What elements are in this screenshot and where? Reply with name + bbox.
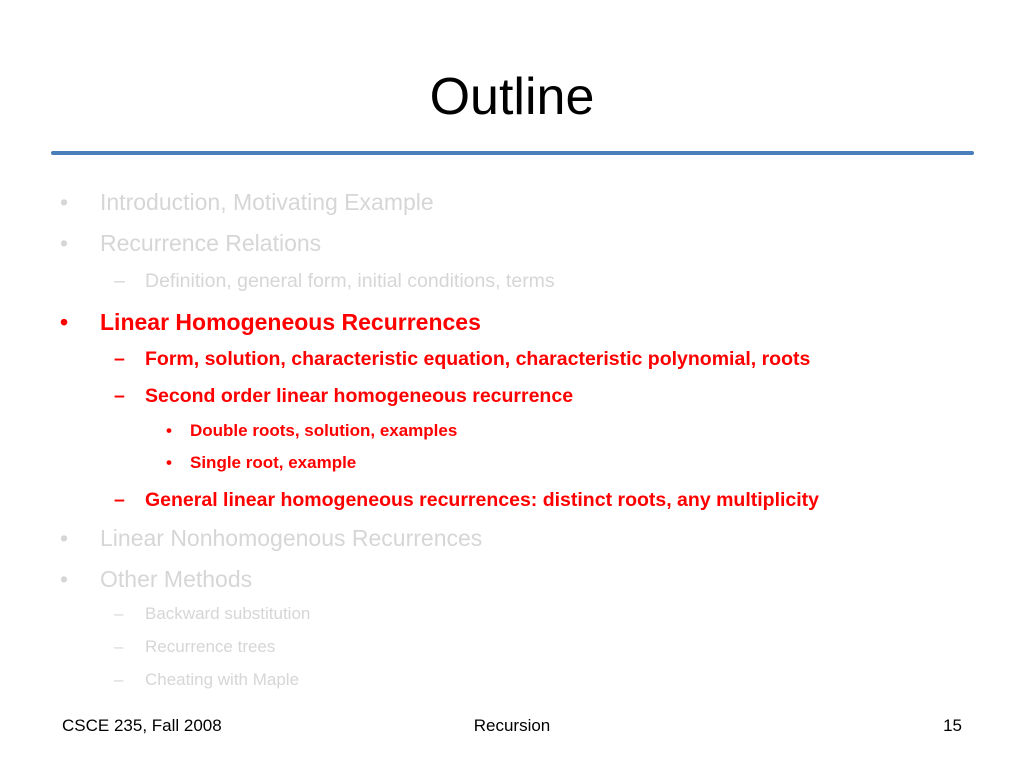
outline-subitem-text: General linear homogeneous recurrences: distinct roots, any multiplicity xyxy=(145,489,820,511)
dash-marker: – xyxy=(114,637,124,656)
outline-item-text: Introduction, Motivating Example xyxy=(100,189,434,215)
dash-marker: – xyxy=(114,670,124,689)
outline-subitem-text: Cheating with Maple xyxy=(145,670,300,689)
footer-course: CSCE 235, Fall 2008 xyxy=(62,716,222,735)
slide-number: 15 xyxy=(943,716,962,735)
dash-marker: – xyxy=(114,489,125,511)
footer-topic: Recursion xyxy=(473,716,551,735)
outline-subsubitem-text: Single root, example xyxy=(190,453,357,472)
bullet-marker: • xyxy=(60,309,69,335)
bullet-marker: • xyxy=(60,230,69,256)
bullet-marker: • xyxy=(60,566,69,592)
outline-item-text: Recurrence Relations xyxy=(100,230,322,256)
bullet-marker: • xyxy=(60,525,69,551)
bullet-marker: • xyxy=(166,421,172,440)
outline-item-text: Other Methods xyxy=(100,566,253,592)
slide-title: Outline xyxy=(429,68,595,126)
outline-subitem-text: Backward substitution xyxy=(145,604,311,623)
dash-marker: – xyxy=(114,348,125,370)
dash-marker: – xyxy=(114,270,125,292)
bullet-marker: • xyxy=(60,189,69,215)
outline-subitem-text: Second order linear homogeneous recurrence xyxy=(145,385,574,407)
outline-item-text: Linear Nonhomogenous Recurrences xyxy=(100,525,483,551)
outline-subsubitem-text: Double roots, solution, examples xyxy=(190,421,458,440)
outline-subitem-text: Form, solution, characteristic equation, characteristic polynomial, roots xyxy=(145,348,811,370)
dash-marker: – xyxy=(114,604,124,623)
bullet-marker: • xyxy=(166,453,172,472)
dash-marker: – xyxy=(114,385,125,407)
outline-item-text: Linear Homogeneous Recurrences xyxy=(100,309,481,335)
outline-subitem-text: Definition, general form, initial conditions, terms xyxy=(145,270,555,292)
outline-subitem-text: Recurrence trees xyxy=(145,637,276,656)
